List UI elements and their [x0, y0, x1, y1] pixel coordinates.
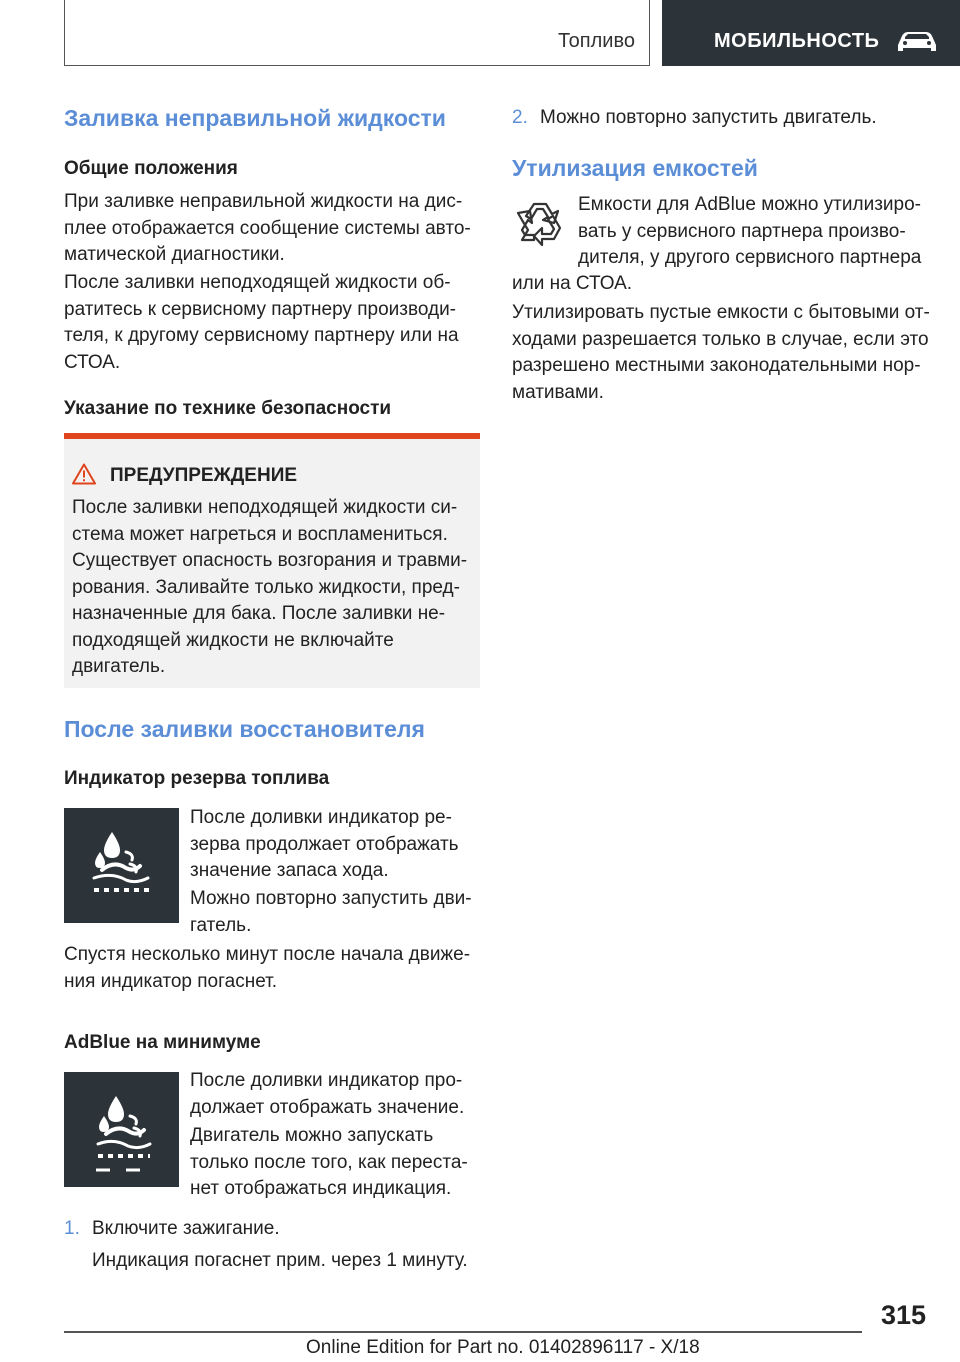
paragraph-general-2: После заливки неподходящей жидкости об- ратитесь к сервисному партнеру производи- теля, к другому сервисному партнеру или на СТОА.	[64, 272, 459, 373]
recycle-icon	[512, 196, 568, 252]
header-section-title: Топливо	[558, 30, 635, 52]
subheading-general: Общие положения	[64, 158, 238, 179]
header-chapter-tab	[662, 0, 960, 66]
heading-after-reductant: После заливки восстановителя	[64, 716, 425, 742]
warning-title: ПРЕДУПРЕЖДЕНИЕ	[110, 465, 298, 486]
footer-divider	[64, 1331, 862, 1333]
paragraph-disposal-2: Утилизировать пустые емкости с бытовыми от- ходами разрешается только в случае, если это разрешено местными законодательными нор- мативами.	[512, 302, 930, 403]
paragraph-adblue-1: После доливки индикатор про- должает отображать значение.	[190, 1070, 465, 1118]
car-icon	[894, 28, 940, 54]
paragraph-reserve-3: Спустя несколько минут после начала движе- ния индикатор погаснет.	[64, 944, 471, 992]
footer-edition: Online Edition for Part no. 01402896117 - X/18	[306, 1337, 700, 1358]
heading-container-disposal: Утилизация емкостей	[512, 155, 758, 181]
paragraph-adblue-2: Двигатель можно запускать только после того, как переста- нет отображаться индикация.	[190, 1125, 468, 1199]
adblue-drop-icon	[64, 808, 179, 923]
paragraph-disposal-1-indented: Емкости для AdBlue можно утилизиро- вать у сервисного партнера произво- дителя, у другого сервисного партнера	[578, 194, 922, 268]
subheading-adblue-minimum: AdBlue на минимуме	[64, 1032, 261, 1053]
step-1: 1. Включите зажигание. Индикация погаснет прим. через 1 минуту.	[64, 1218, 468, 1271]
header-chapter-label: МОБИЛЬНОСТЬ	[714, 30, 880, 52]
paragraph-disposal-1-tail: или на СТОА.	[512, 273, 633, 294]
header-section-box	[64, 0, 650, 66]
page-number: 315	[880, 1300, 926, 1330]
warning-box	[64, 433, 480, 688]
adblue-drop-icon	[64, 1072, 179, 1187]
step-2: 2. Можно повторно запустить двигатель.	[512, 107, 877, 128]
warning-triangle-icon	[72, 463, 96, 485]
adblue-minimum-indicator	[64, 1072, 179, 1187]
paragraph-reserve-2: Можно повторно запустить дви- гатель.	[190, 888, 472, 936]
subheading-fuel-reserve: Индикатор резерва топлива	[64, 768, 330, 789]
paragraph-general-1: При заливке неправильной жидкости на дис- плее отображается сообщение системы авто- матической диагностики.	[64, 191, 471, 265]
fuel-reserve-indicator	[64, 808, 179, 923]
subheading-safety: Указание по технике безопасности	[64, 398, 392, 419]
warning-text: После заливки неподходящей жидкости си- стема может нагреться и воспламениться. Существует опасность возгорания и травми- рования. Заливайте только жидкости, пред- назначенные для бака. После заливки не- подходящей жидкости не включайте двигатель.	[72, 497, 468, 677]
heading-wrong-fluid: Заливка неправильной жидкости	[64, 105, 446, 131]
paragraph-reserve-1: После доливки индикатор ре- зерва продолжает отображать значение запаса хода.	[190, 807, 459, 881]
